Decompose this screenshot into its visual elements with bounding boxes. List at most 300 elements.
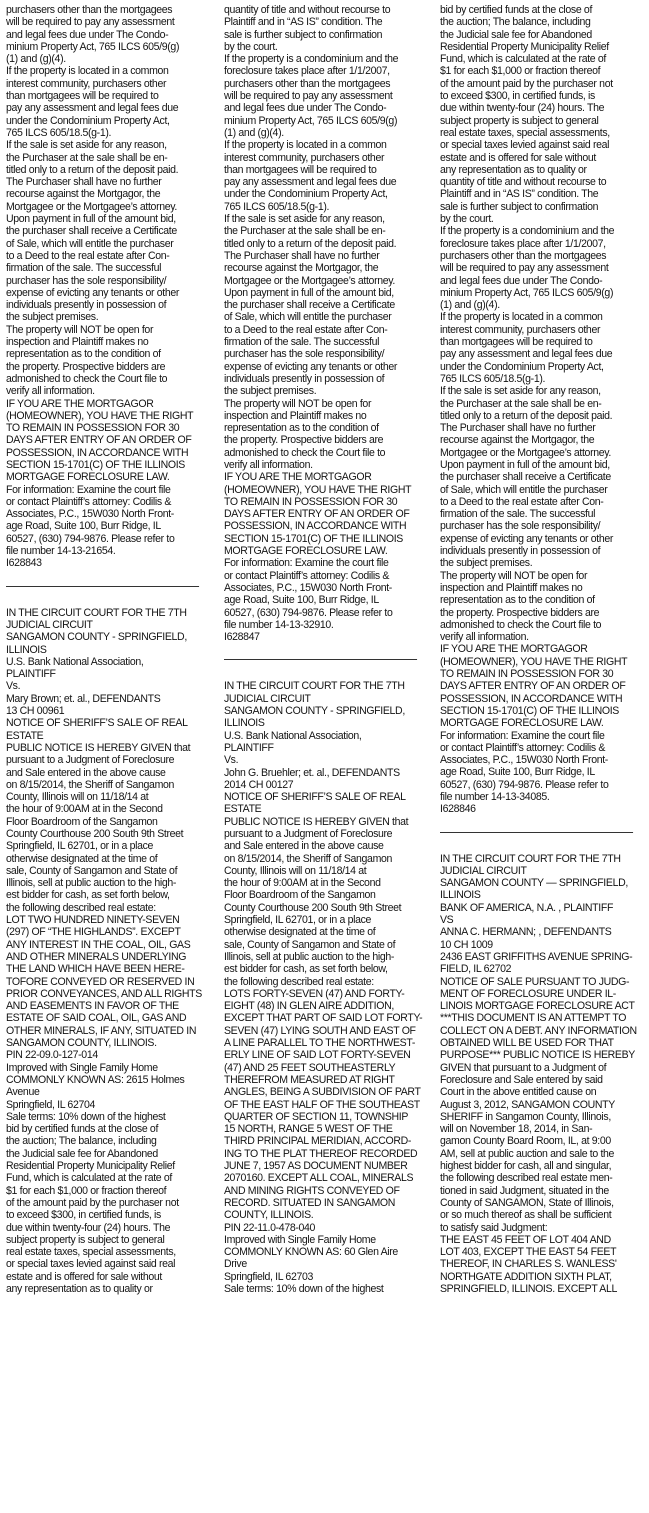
text-line: and legal fees due under The Condo- <box>224 102 387 115</box>
text-line: representation as to the condition of <box>6 348 161 361</box>
text-line: IF YOU ARE THE MORTGAGOR <box>6 397 154 410</box>
text-line: JUDICIAL CIRCUIT <box>224 692 311 705</box>
text-line: bid by certified funds at the close of <box>440 4 593 16</box>
text-line: est bidder for cash, as set forth below, <box>6 889 170 902</box>
text-line: and legal fees due under The Condo- <box>6 28 169 41</box>
text-line: pay any assessment and legal fees due <box>224 176 397 189</box>
text-line: SANGAMON COUNTY - SPRINGFIELD, <box>224 705 405 718</box>
text-line: individuals presently in possession of <box>224 372 385 385</box>
text-line: Residential Property Municipality Relief <box>6 1160 175 1173</box>
text-line: I628847 <box>224 631 260 644</box>
text-line: OF THE EAST HALF OF THE SOUTHEAST <box>224 1098 420 1111</box>
notice-divider <box>440 832 633 833</box>
text-line: admonished to check the Court file to <box>440 618 602 631</box>
text-line: If the property is located in a common <box>440 311 603 324</box>
text-line: admonished to check the Court file to <box>224 446 386 459</box>
text-line: AND EASEMENTS IN FAVOR OF THE <box>6 1000 179 1013</box>
text-line: TO REMAIN IN POSSESSION FOR 30 <box>440 668 614 681</box>
text-line: If the property is a condominium and the <box>224 53 399 66</box>
text-line: Mortgagee or the Mortgagee’s attorney. <box>440 446 611 459</box>
text-line: purchaser has the sole responsibility/ <box>224 348 385 361</box>
text-line: to a Deed to the real estate after Con- <box>440 495 604 508</box>
text-line: 2436 EAST GRIFFITHS AVENUE SPRING- <box>440 950 633 963</box>
text-line: pay any assessment and legal fees due <box>440 348 613 361</box>
text-line: by the court. <box>440 213 494 226</box>
text-line: due within twenty-four (24) hours. The <box>6 1221 171 1234</box>
text-line: ERLY LINE OF SAID LOT FORTY-SEVEN <box>224 1049 411 1062</box>
text-line: VS <box>440 914 454 927</box>
text-line: QUARTER OF SECTION 11, TOWNSHIP <box>224 1110 409 1123</box>
text-line: Mary Brown; et. al., DEFENDANTS <box>6 692 161 705</box>
text-line: firmation of the sale. The successful <box>224 336 380 349</box>
text-line: and Sale entered in the above cause <box>224 840 384 853</box>
text-line: TO REMAIN IN POSSESSION FOR 30 <box>6 422 180 435</box>
text-line: PRIOR CONVEYANCES, AND ALL RIGHTS <box>6 987 202 1000</box>
text-line: the subject premises. <box>224 385 317 398</box>
text-line: ANGLES, BEING A SUBDIVISION OF PART <box>224 1086 421 1099</box>
notice-block <box>440 853 646 1296</box>
text-line: representation as to the condition of <box>440 594 595 607</box>
text-line: the following described real estate: <box>224 975 374 988</box>
text-line: purchasers other than the mortgagees <box>440 249 607 262</box>
text-line: ESTATE <box>6 729 44 742</box>
text-line: County, Illinois will on 11/18/14 at <box>224 864 367 877</box>
column-1 <box>6 4 212 1295</box>
text-line: For information: Examine the court file <box>6 483 171 496</box>
text-line: quantity of title and without recourse to <box>440 176 607 189</box>
text-line: ILLINOIS <box>6 643 47 656</box>
text-line: tioned in said Judgment, situated in the <box>440 1184 609 1197</box>
column-3 <box>440 4 646 1295</box>
text-line: IF YOU ARE THE MORTGAGOR <box>440 643 588 656</box>
text-line: THE EAST 45 FEET OF LOT 404 AND <box>440 1233 611 1246</box>
text-line: expense of evicting any tenants or other <box>6 286 180 299</box>
text-line: I628846 <box>440 803 476 816</box>
text-line: the Purchaser at the sale shall be en- <box>6 151 168 164</box>
text-line: Springfield, IL 62701, or in a place <box>224 914 372 927</box>
text-line: County Courthouse 200 South 9th Street <box>6 828 184 840</box>
text-line: to a Deed to the real estate after Con- <box>224 323 388 336</box>
text-line: Sale terms: 10% down of the highest <box>6 1110 166 1123</box>
text-line: LOT 403, EXCEPT THE EAST 54 FEET <box>440 1246 617 1259</box>
text-line: 60527, (630) 794-9876. Please refer to <box>440 778 609 791</box>
text-line: individuals presently in possession of <box>6 299 167 312</box>
text-line: Associates, P.C., 15W030 North Front- <box>224 581 392 594</box>
text-line: If the property is a condominium and the <box>440 225 615 238</box>
text-line: (1) and (g)(4). <box>224 126 284 139</box>
text-line: interest community, purchasers other <box>440 323 601 336</box>
text-line: COUNTY, ILLINOIS. <box>224 1209 314 1222</box>
text-line: the purchaser shall receive a Certificate <box>224 299 395 312</box>
text-line: If the property is located in a common <box>224 139 387 152</box>
text-line: PIN 22-11.0-478-040 <box>224 1221 316 1234</box>
text-line: under the Condominium Property Act, <box>6 114 170 127</box>
text-line: or contact Plaintiff’s attorney: Codilis & <box>6 495 172 508</box>
text-line: 2070160. EXCEPT ALL COAL, MINERALS <box>224 1172 414 1185</box>
text-line: verify all information. <box>224 458 313 471</box>
text-line: (1) and (g)(4). <box>440 299 500 312</box>
text-line: foreclosure takes place after 1/1/2007, <box>224 65 390 78</box>
text-line: I628843 <box>6 557 42 570</box>
text-line: titled only to a return of the deposit paid. <box>6 163 179 176</box>
text-line: gamon County Board Room, IL, at 9:00 <box>440 1135 611 1148</box>
text-line: minium Property Act, 765 ILCS 605/9(g) <box>224 114 398 127</box>
text-line: interest community, purchasers other <box>6 77 167 90</box>
text-line: Mortgagee or the Mortgagee’s attorney. <box>224 274 395 287</box>
text-line: SECTION 15-1701(C) OF THE ILLINOIS <box>6 458 185 471</box>
text-line: Associates, P.C., 15W030 North Front- <box>440 754 608 767</box>
text-line: sale is further subject to confirmation <box>224 28 383 41</box>
text-line: Drive <box>224 1258 247 1271</box>
text-line: verify all information. <box>6 385 95 398</box>
notice-block <box>224 680 430 1295</box>
text-line: If the sale is set aside for any reason, <box>224 213 385 226</box>
text-line: PIN 22-09.0-127-014 <box>6 1049 98 1062</box>
column-2 <box>224 4 430 1295</box>
text-line: IN THE CIRCUIT COURT FOR THE 7TH <box>224 680 405 693</box>
text-line: ESTATE <box>224 803 262 816</box>
text-line: estate and is offered for sale without <box>440 151 596 164</box>
text-line: Foreclosure and Sale entered by said <box>440 1073 603 1086</box>
text-line: individuals presently in possession of <box>440 545 601 558</box>
text-line: County, Illinois will on 11/18/14 at <box>6 791 149 804</box>
text-line: quantity of title and without recourse to <box>224 4 391 16</box>
text-line: If the sale is set aside for any reason, <box>440 385 601 398</box>
text-line: For information: Examine the court file <box>224 557 389 570</box>
text-line: Fund, which is calculated at the rate of <box>440 53 606 66</box>
text-line: will be required to pay any assessment <box>224 90 393 103</box>
text-line: the hour of 9:00AM at in the Second <box>6 803 163 816</box>
text-line: pursuant to a Judgment of Foreclosure <box>6 754 175 767</box>
text-line: of Sale, which will entitle the purchaser <box>6 237 174 250</box>
text-line: Upon payment in full of the amount bid, <box>224 286 394 299</box>
text-line: SEVEN (47) LYING SOUTH AND EAST OF <box>224 1024 416 1037</box>
text-line: JUNE 7, 1957 AS DOCUMENT NUMBER <box>224 1160 408 1173</box>
text-line: any representation as to quality or <box>6 1282 153 1295</box>
text-line: SANGAMON COUNTY - SPRINGFIELD, <box>6 631 187 644</box>
text-line: sale, County of Sangamon and State of <box>224 938 396 951</box>
text-line: the following described real estate: <box>6 901 156 914</box>
text-line: the subject premises. <box>6 311 99 324</box>
text-line: file number 14-13-21654. <box>6 545 116 558</box>
text-line: Fund, which is calculated at the rate of <box>6 1172 172 1185</box>
text-line: PUBLIC NOTICE IS HEREBY GIVEN that <box>224 815 409 828</box>
text-line: to exceed $300, in certified funds, is <box>440 90 595 103</box>
text-line: DAYS AFTER ENTRY OF AN ORDER OF <box>440 680 626 693</box>
text-line: NOTICE OF SALE PURSUANT TO JUDG- <box>440 975 630 988</box>
text-line: of the amount paid by the purchaser not <box>440 77 613 90</box>
text-line: the subject premises. <box>440 557 533 570</box>
text-line: representation as to the condition of <box>224 422 379 435</box>
text-line: age Road, Suite 100, Burr Ridge, IL <box>440 766 595 779</box>
text-line: Sale terms: 10% down of the highest <box>224 1282 384 1295</box>
text-line: (47) AND 25 FEET SOUTHEASTERLY <box>224 1061 396 1074</box>
text-line: PUBLIC NOTICE IS HEREBY GIVEN that <box>6 741 191 754</box>
text-line: the Judicial sale fee for Abandoned <box>440 28 592 41</box>
text-line: COMMONLY KNOWN AS: 60 Glen Aire <box>224 1246 398 1259</box>
text-line: For information: Examine the court file <box>440 729 605 742</box>
text-line: inspection and Plaintiff makes no <box>224 409 367 422</box>
text-line: If the sale is set aside for any reason, <box>6 139 167 152</box>
text-line: minium Property Act, 765 ILCS 605/9(g) <box>6 40 180 53</box>
text-line: POSSESSION, IN ACCORDANCE WITH <box>440 692 623 705</box>
text-line: 15 NORTH, RANGE 5 WEST OF THE <box>224 1123 393 1136</box>
text-line: County Courthouse 200 South 9th Street <box>224 901 402 914</box>
text-line: SHERIFF in Sangamon County, Illinois, <box>440 1110 611 1123</box>
text-line: Residential Property Municipality Relief <box>440 40 609 53</box>
text-line: titled only to a return of the deposit paid. <box>224 237 397 250</box>
text-line: The property will NOT be open for <box>6 323 154 336</box>
text-line: purchaser has the sole responsibility/ <box>6 274 167 287</box>
text-line: otherwise designated at the time of <box>224 926 376 939</box>
text-line: BANK OF AMERICA, N.A. , PLAINTIFF <box>440 901 614 914</box>
text-line: AND MINING RIGHTS CONVEYED OF <box>224 1184 400 1197</box>
text-line: purchasers other than the mortgagees <box>224 77 391 90</box>
text-line: ING TO THE PLAT THEREOF RECORDED <box>224 1147 418 1160</box>
text-line: verify all information. <box>440 631 529 644</box>
text-line: bid by certified funds at the close of <box>6 1123 159 1136</box>
text-line: 765 ILCS 605/18.5(g-1). <box>440 372 546 385</box>
text-line: the auction; The balance, including <box>440 16 591 29</box>
text-line: SANGAMON COUNTY — SPRINGFIELD, <box>440 877 628 890</box>
text-line: due within twenty-four (24) hours. The <box>440 102 605 115</box>
text-line: inspection and Plaintiff makes no <box>440 581 583 594</box>
text-line: to a Deed to the real estate after Con- <box>6 249 170 262</box>
text-line: John G. Bruehler; et. al., DEFENDANTS <box>224 766 400 779</box>
text-line: Plaintiff and in “AS IS” condition. The <box>224 16 383 29</box>
text-line: ***THIS DOCUMENT IS AN ATTEMPT TO <box>440 1012 627 1025</box>
text-line: If the property is located in a common <box>6 65 169 78</box>
text-line: Floor Boardroom of the Sangamon <box>6 815 158 828</box>
text-line: GIVEN that pursuant to a Judgment of <box>440 1061 607 1074</box>
text-line: the Purchaser at the sale shall be en- <box>224 225 386 238</box>
text-line: by the court. <box>224 40 278 53</box>
text-line: Floor Boardroom of the Sangamon <box>224 889 376 902</box>
text-line: A LINE PARALLEL TO THE NORTHWEST- <box>224 1037 416 1050</box>
text-line: COLLECT ON A DEBT. ANY INFORMATION <box>440 1024 637 1037</box>
text-line: than mortgagees will be required to <box>6 90 159 103</box>
text-line: Avenue <box>6 1086 40 1099</box>
text-line: U.S. Bank National Association, <box>6 655 144 668</box>
text-line: firmation of the sale. The successful <box>440 508 596 521</box>
text-line: sale is further subject to confirmation <box>440 200 599 213</box>
text-line: est bidder for cash, as set forth below, <box>224 963 388 976</box>
text-line: AM, sell at public auction and sale to the <box>440 1147 615 1160</box>
text-line: 765 ILCS 605/18.5(g-1). <box>6 126 112 139</box>
notice-divider <box>224 659 417 660</box>
text-line: FIELD, IL 62702 <box>440 963 512 976</box>
text-line: THE LAND WHICH HAVE BEEN HERE- <box>6 963 185 976</box>
text-line: will be required to pay any assessment <box>440 262 609 275</box>
text-line: minium Property Act, 765 ILCS 605/9(g) <box>440 286 614 299</box>
text-line: Springfield, IL 62703 <box>224 1270 314 1283</box>
text-line: IN THE CIRCUIT COURT FOR THE 7TH <box>440 852 621 865</box>
text-line: age Road, Suite 100, Burr Ridge, IL <box>6 520 161 533</box>
text-line: subject property is subject to general <box>6 1233 165 1246</box>
text-line: Vs. <box>224 754 239 767</box>
text-line: and Sale entered in the above cause <box>6 766 166 779</box>
text-line: ESTATE OF SAID COAL, OIL, GAS AND <box>6 1012 187 1025</box>
text-line: estate and is offered for sale without <box>6 1270 162 1283</box>
text-line: DAYS AFTER ENTRY OF AN ORDER OF <box>6 434 192 447</box>
text-line: MORTGAGE FORECLOSURE LAW. <box>6 471 170 484</box>
notice-block <box>224 4 430 643</box>
text-line: The property will NOT be open for <box>440 569 588 582</box>
text-line: Upon payment in full of the amount bid, <box>440 458 610 471</box>
text-line: EXCEPT THAT PART OF SAID LOT FORTY- <box>224 1012 423 1025</box>
text-line: SANGAMON COUNTY, ILLINOIS. <box>6 1037 157 1050</box>
text-line: or special taxes levied against said real <box>6 1258 176 1271</box>
text-line: (HOMEOWNER), YOU HAVE THE RIGHT <box>224 483 412 496</box>
text-line: of the amount paid by the purchaser not <box>6 1196 179 1209</box>
text-line: LINOIS MORTGAGE FORECLOSURE ACT <box>440 1000 635 1013</box>
text-line: the auction; The balance, including <box>6 1135 157 1148</box>
text-line: County of SANGAMON, State of Illinois, <box>440 1196 614 1209</box>
text-line: under the Condominium Property Act, <box>440 360 604 373</box>
text-line: The Purchaser shall have no further <box>6 176 162 189</box>
text-line: MORTGAGE FORECLOSURE LAW. <box>440 717 604 730</box>
text-line: will on November 18, 2014, in San- <box>440 1123 593 1136</box>
text-line: NOTICE OF SHERIFF’S SALE OF REAL <box>224 791 406 804</box>
text-line: subject property is subject to general <box>440 114 599 127</box>
text-line: TOFORE CONVEYED OR RESERVED IN <box>6 975 195 988</box>
text-line: firmation of the sale. The successful <box>6 262 162 275</box>
text-line: ANY INTEREST IN THE COAL, OIL, GAS <box>6 938 191 951</box>
text-line: (HOMEOWNER), YOU HAVE THE RIGHT <box>440 655 628 668</box>
text-line: PLAINTIFF <box>224 741 274 754</box>
text-line: Improved with Single Family Home <box>224 1233 376 1246</box>
text-line: POSSESSION, IN ACCORDANCE WITH <box>6 446 189 459</box>
text-line: recourse against the Mortgagor, the <box>440 434 595 447</box>
notice-block <box>6 4 212 570</box>
text-line: The property will NOT be open for <box>224 397 372 410</box>
text-line: of Sale, which will entitle the purchaser <box>224 311 392 324</box>
text-line: to satisfy said Judgment: <box>440 1221 548 1234</box>
text-line: on 8/15/2014, the Sheriff of Sangamon <box>224 852 393 865</box>
text-line: Associates, P.C., 15W030 North Front- <box>6 508 174 521</box>
text-line: IN THE CIRCUIT COURT FOR THE 7TH <box>6 606 187 619</box>
text-line: POSSESSION, IN ACCORDANCE WITH <box>224 520 407 533</box>
text-line: or contact Plaintiff’s attorney: Codilis & <box>440 741 606 754</box>
text-line: (1) and (g)(4). <box>6 53 66 66</box>
text-line: MENT OF FORECLOSURE UNDER IL- <box>440 987 616 1000</box>
text-line: ANNA C. HERMANN; , DEFENDANTS <box>440 926 612 939</box>
text-line: THIRD PRINCIPAL MERIDIAN, ACCORD- <box>224 1135 412 1148</box>
text-line: the property. Prospective bidders are <box>440 606 600 619</box>
notice-divider <box>6 586 199 587</box>
text-line: $1 for each $1,000 or fraction thereof <box>6 1184 167 1197</box>
text-line: ILLINOIS <box>224 717 265 730</box>
text-line: or special taxes levied against said real <box>440 139 610 152</box>
text-line: NOTICE OF SHERIFF’S SALE OF REAL <box>6 717 188 730</box>
text-line: otherwise designated at the time of <box>6 852 158 865</box>
text-line: ILLINOIS <box>440 889 481 902</box>
text-line: expense of evicting any tenants or other <box>224 360 398 373</box>
text-line: Vs. <box>6 680 21 693</box>
text-line: to exceed $300, in certified funds, is <box>6 1209 161 1222</box>
text-line: file number 14-13-34085. <box>440 791 550 803</box>
text-line: age Road, Suite 100, Burr Ridge, IL <box>224 594 379 607</box>
notice-block <box>6 607 212 1296</box>
text-line: 2014 CH 00127 <box>224 778 294 791</box>
notice-block <box>440 4 646 816</box>
text-line: MORTGAGE FORECLOSURE LAW. <box>224 545 388 558</box>
text-line: recourse against the Mortgagor, the <box>6 188 161 201</box>
text-line: PURPOSE*** PUBLIC NOTICE IS HEREBY <box>440 1049 635 1062</box>
text-line: DAYS AFTER ENTRY OF AN ORDER OF <box>224 508 410 521</box>
text-line: 10 CH 1009 <box>440 938 493 951</box>
text-line: U.S. Bank National Association, <box>224 729 362 742</box>
text-line: than mortgagees will be required to <box>224 163 377 176</box>
text-line: the property. Prospective bidders are <box>224 434 384 447</box>
text-line: COMMONLY KNOWN AS: 2615 Holmes <box>6 1073 185 1086</box>
text-line: 13 CH 00961 <box>6 705 65 718</box>
text-line: inspection and Plaintiff makes no <box>6 336 149 349</box>
text-line: purchaser has the sole responsibility/ <box>440 520 601 533</box>
text-line: PLAINTIFF <box>6 668 56 681</box>
text-line: sale, County of Sangamon and State of <box>6 864 178 877</box>
text-line: or so much thereof as shall be sufficient <box>440 1209 612 1222</box>
text-line: 60527, (630) 794-9876. Please refer to <box>224 606 393 619</box>
text-line: EIGHT (48) IN GLEN AIRE ADDITION, <box>224 1000 394 1013</box>
text-line: IF YOU ARE THE MORTGAGOR <box>224 471 372 484</box>
text-line: LOTS FORTY-SEVEN (47) AND FORTY- <box>224 987 405 1000</box>
text-line: THEREFROM MEASURED AT RIGHT <box>224 1073 395 1086</box>
text-line: any representation as to quality or <box>440 163 587 176</box>
text-line: recourse against the Mortgagor, the <box>224 262 379 275</box>
text-line: Illinois, sell at public auction to the high- <box>224 950 395 963</box>
text-line: OTHER MINERALS, IF ANY, SITUATED IN <box>6 1024 197 1037</box>
text-line: Court in the above entitled cause on <box>440 1086 597 1099</box>
text-line: interest community, purchasers other <box>224 151 385 164</box>
text-line: RECORD. SITUATED IN SANGAMON <box>224 1196 396 1209</box>
text-line: (HOMEOWNER), YOU HAVE THE RIGHT <box>6 409 194 422</box>
text-line: than mortgagees will be required to <box>440 336 593 349</box>
text-line: Illinois, sell at public auction to the high- <box>6 877 177 890</box>
text-line: on 8/15/2014, the Sheriff of Sangamon <box>6 778 175 791</box>
text-line: or contact Plaintiff’s attorney: Codilis & <box>224 569 390 582</box>
text-line: SPRINGFIELD, ILLINOIS. EXCEPT ALL <box>440 1282 617 1295</box>
text-line: the Judicial sale fee for Abandoned <box>6 1147 158 1160</box>
text-line: The Purchaser shall have no further <box>224 249 380 262</box>
text-line: August 3, 2012, SANGAMON COUNTY <box>440 1098 615 1111</box>
text-line: THEREOF, IN CHARLES S. WANLESS' <box>440 1258 617 1271</box>
text-line: Springfield, IL 62704 <box>6 1098 96 1111</box>
text-line: Upon payment in full of the amount bid, <box>6 213 176 226</box>
text-line: and legal fees due under The Condo- <box>440 274 603 287</box>
text-line: of Sale, which will entitle the purchaser <box>440 483 608 496</box>
text-line: purchasers other than the mortgagees <box>6 4 173 16</box>
text-line: the property. Prospective bidders are <box>6 360 166 373</box>
text-line: the following described real estate men- <box>440 1172 613 1185</box>
text-line: Improved with Single Family Home <box>6 1061 158 1074</box>
text-line: pay any assessment and legal fees due <box>6 102 179 115</box>
text-line: Springfield, IL 62701, or in a place <box>6 840 154 853</box>
text-line: under the Condominium Property Act, <box>224 188 388 201</box>
text-line: will be required to pay any assessment <box>6 16 175 29</box>
text-line: Plaintiff and in “AS IS” condition. The <box>440 188 599 201</box>
text-line: the Purchaser at the sale shall be en- <box>440 397 602 410</box>
text-line: AND OTHER MINERALS UNDERLYING <box>6 950 187 963</box>
text-line: expense of evicting any tenants or other <box>440 532 614 545</box>
text-line: NORTHGATE ADDITION SIXTH PLAT, <box>440 1270 612 1283</box>
text-line: JUDICIAL CIRCUIT <box>440 864 527 877</box>
text-line: real estate taxes, special assessments, <box>6 1246 176 1259</box>
text-line: pursuant to a Judgment of Foreclosure <box>224 828 393 840</box>
text-line: OBTAINED WILL BE USED FOR THAT <box>440 1037 614 1050</box>
text-line: file number 14-13-32910. <box>224 618 334 631</box>
text-line: the hour of 9:00AM at in the Second <box>224 877 381 890</box>
